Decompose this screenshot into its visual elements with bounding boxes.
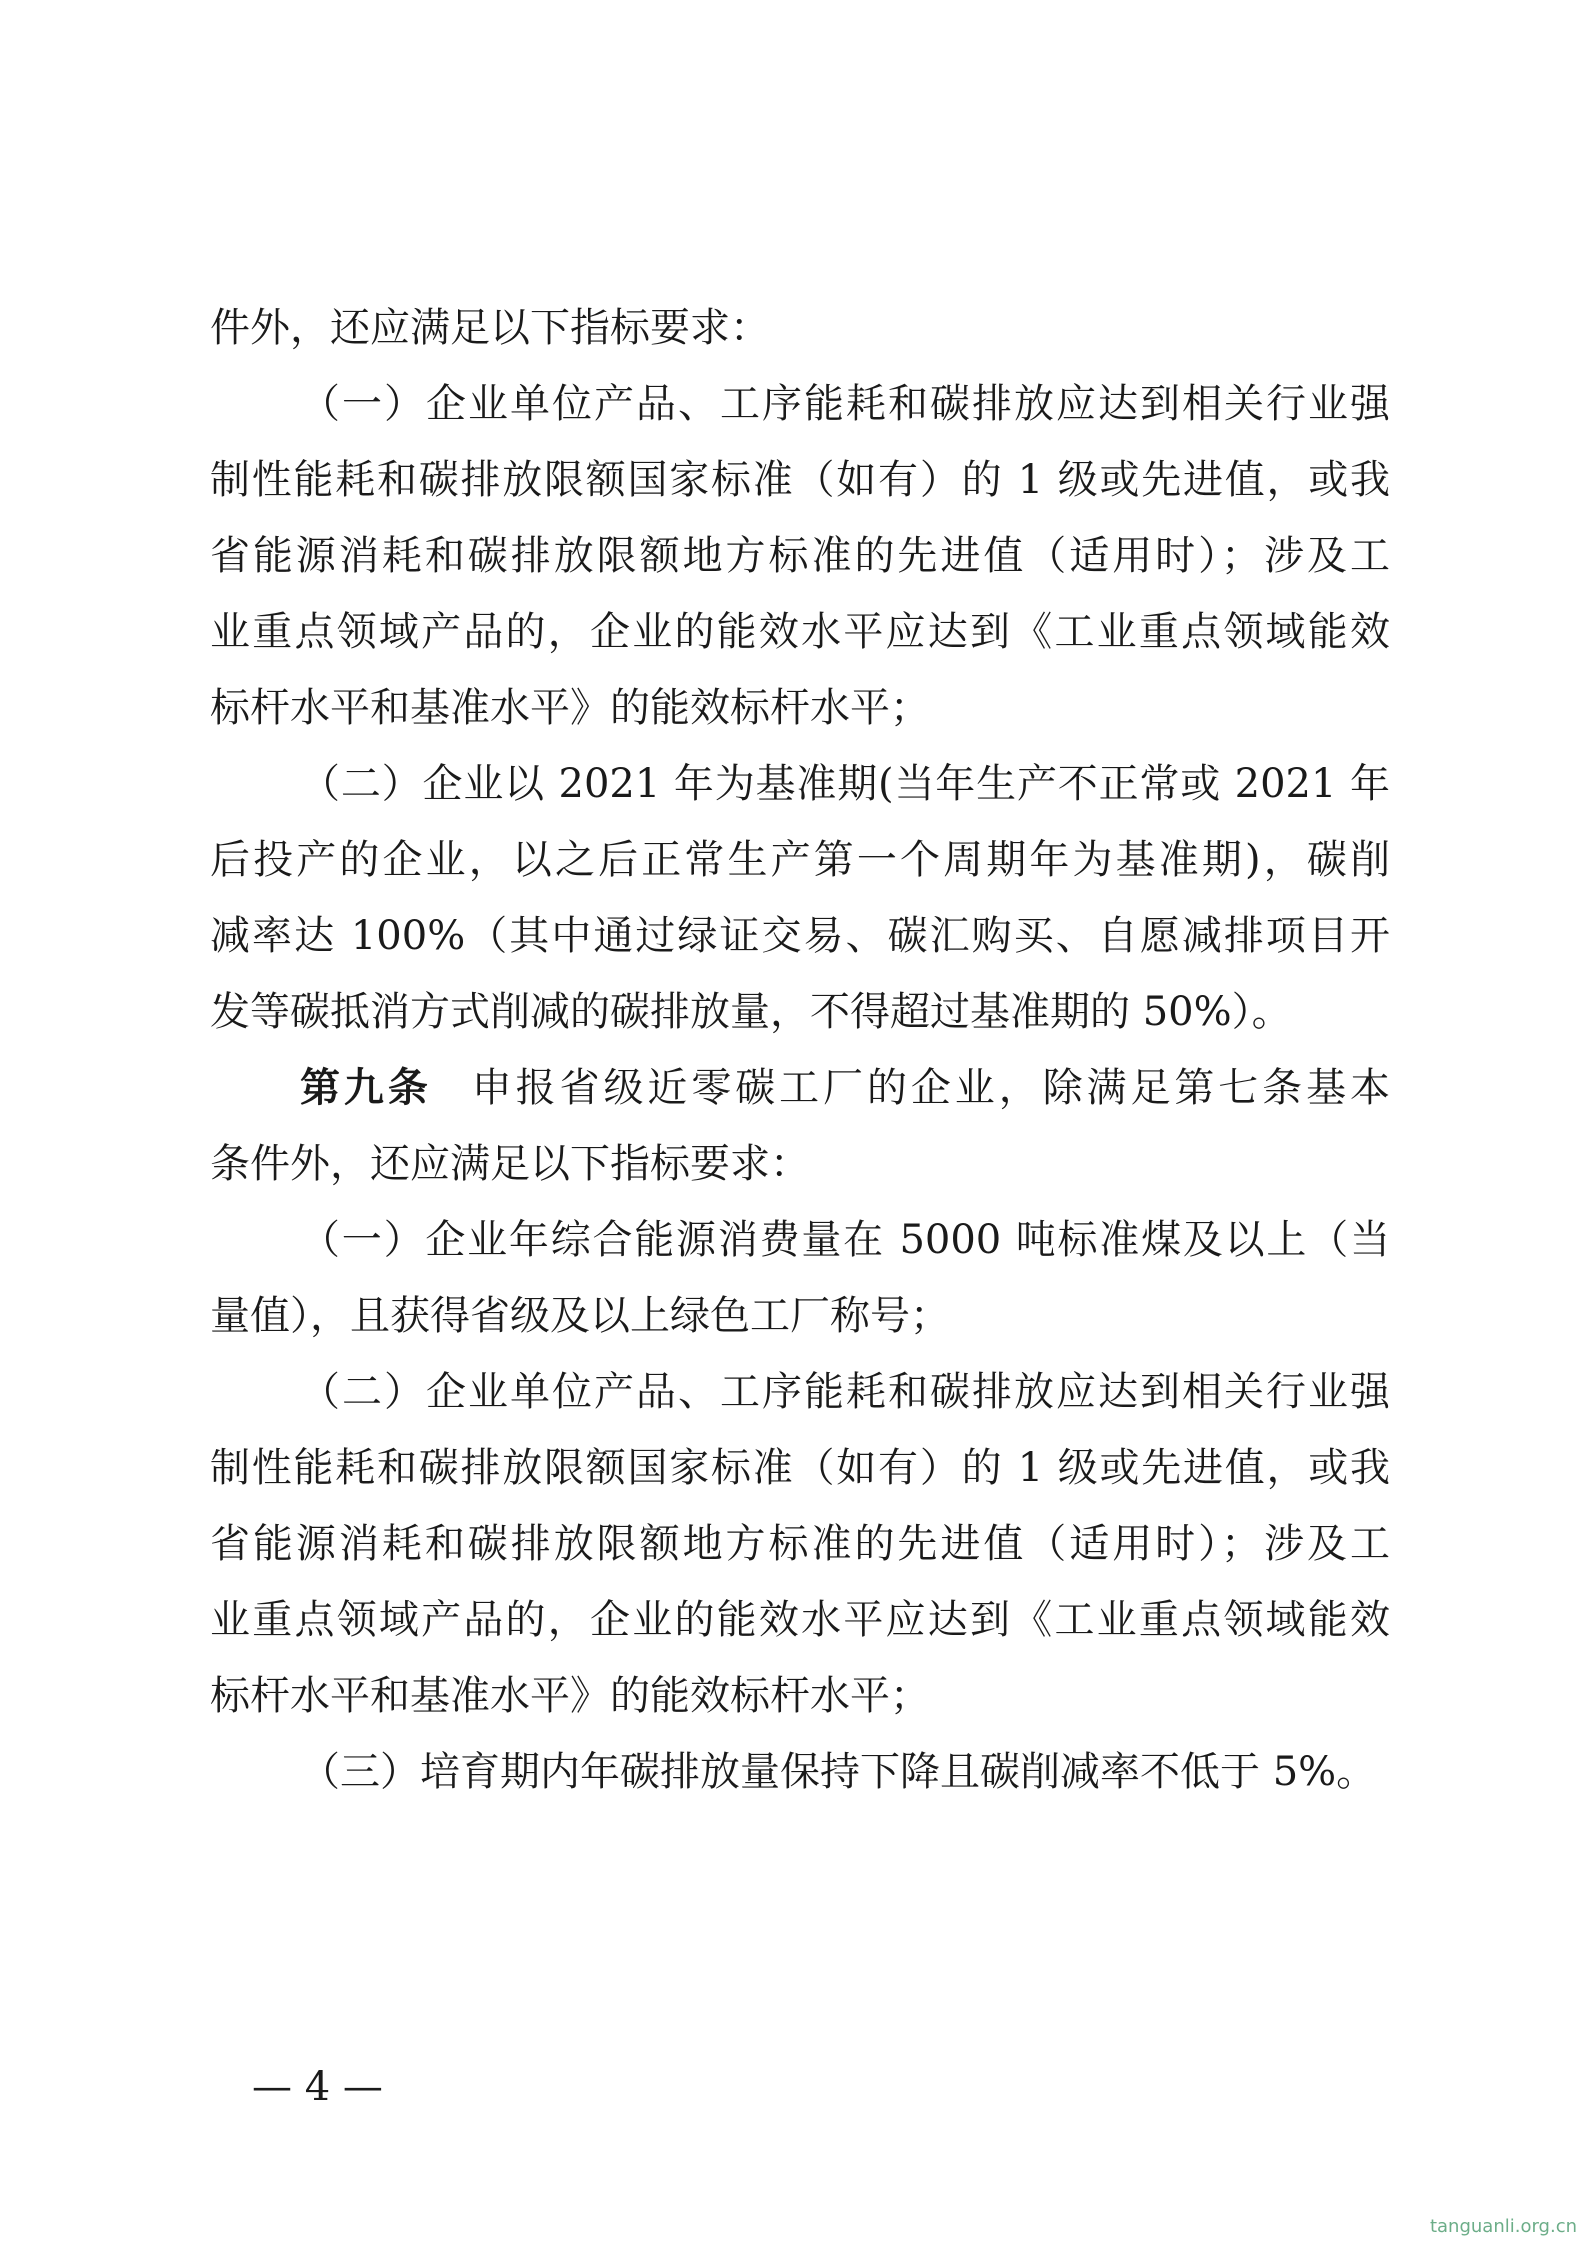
text-line: 减率达 100%（其中通过绿证交易、碳汇购买、自愿减排项目开: [210, 913, 1390, 959]
text-line: 标杆水平和基准水平》的能效标杆水平；: [210, 1673, 930, 1719]
text-line: （三）培育期内年碳排放量保持下降且碳削减率不低于 5%。: [300, 1749, 1377, 1795]
text-line: （二）企业单位产品、工序能耗和碳排放应达到相关行业强: [300, 1369, 1390, 1415]
text-line: 省能源消耗和碳排放限额地方标准的先进值（适用时）；涉及工: [210, 533, 1390, 579]
text-line: 条件外，还应满足以下指标要求：: [210, 1141, 810, 1187]
text-line: （二）企业以 2021 年为基准期(当年生产不正常或 2021 年: [300, 761, 1390, 807]
text-line: （一）企业年综合能源消费量在 5000 吨标准煤及以上（当: [300, 1217, 1390, 1263]
page-number: — 4 —: [252, 2064, 383, 2110]
article-heading: 第九条: [300, 1064, 432, 1111]
text-line: 后投产的企业，以之后正常生产第一个周期年为基准期)，碳削: [210, 837, 1390, 883]
text-line: 量值），且获得省级及以上绿色工厂称号；: [210, 1293, 950, 1339]
text-line: 业重点领域产品的，企业的能效水平应达到《工业重点领域能效: [210, 1597, 1390, 1643]
text-line: 标杆水平和基准水平》的能效标杆水平；: [210, 685, 930, 731]
text-line: （一）企业单位产品、工序能耗和碳排放应达到相关行业强: [300, 381, 1390, 427]
text-line: 制性能耗和碳排放限额国家标准（如有）的 1 级或先进值，或我: [210, 457, 1390, 503]
watermark: tanguanli.org.cn: [1429, 2216, 1577, 2237]
text-line: 发等碳抵消方式削减的碳排放量，不得超过基准期的 50%）。: [210, 989, 1292, 1035]
article-line: [300, 1048, 1390, 1128]
text-line: 制性能耗和碳排放限额国家标准（如有）的 1 级或先进值，或我: [210, 1445, 1390, 1491]
text-line: 省能源消耗和碳排放限额地方标准的先进值（适用时）；涉及工: [210, 1521, 1390, 1567]
text-line: 件外，还应满足以下指标要求：: [210, 305, 770, 351]
article-text: 申报省级近零碳工厂的企业，除满足第七条基本: [471, 1065, 1391, 1111]
text-line: 业重点领域产品的，企业的能效水平应达到《工业重点领域能效: [210, 609, 1390, 655]
